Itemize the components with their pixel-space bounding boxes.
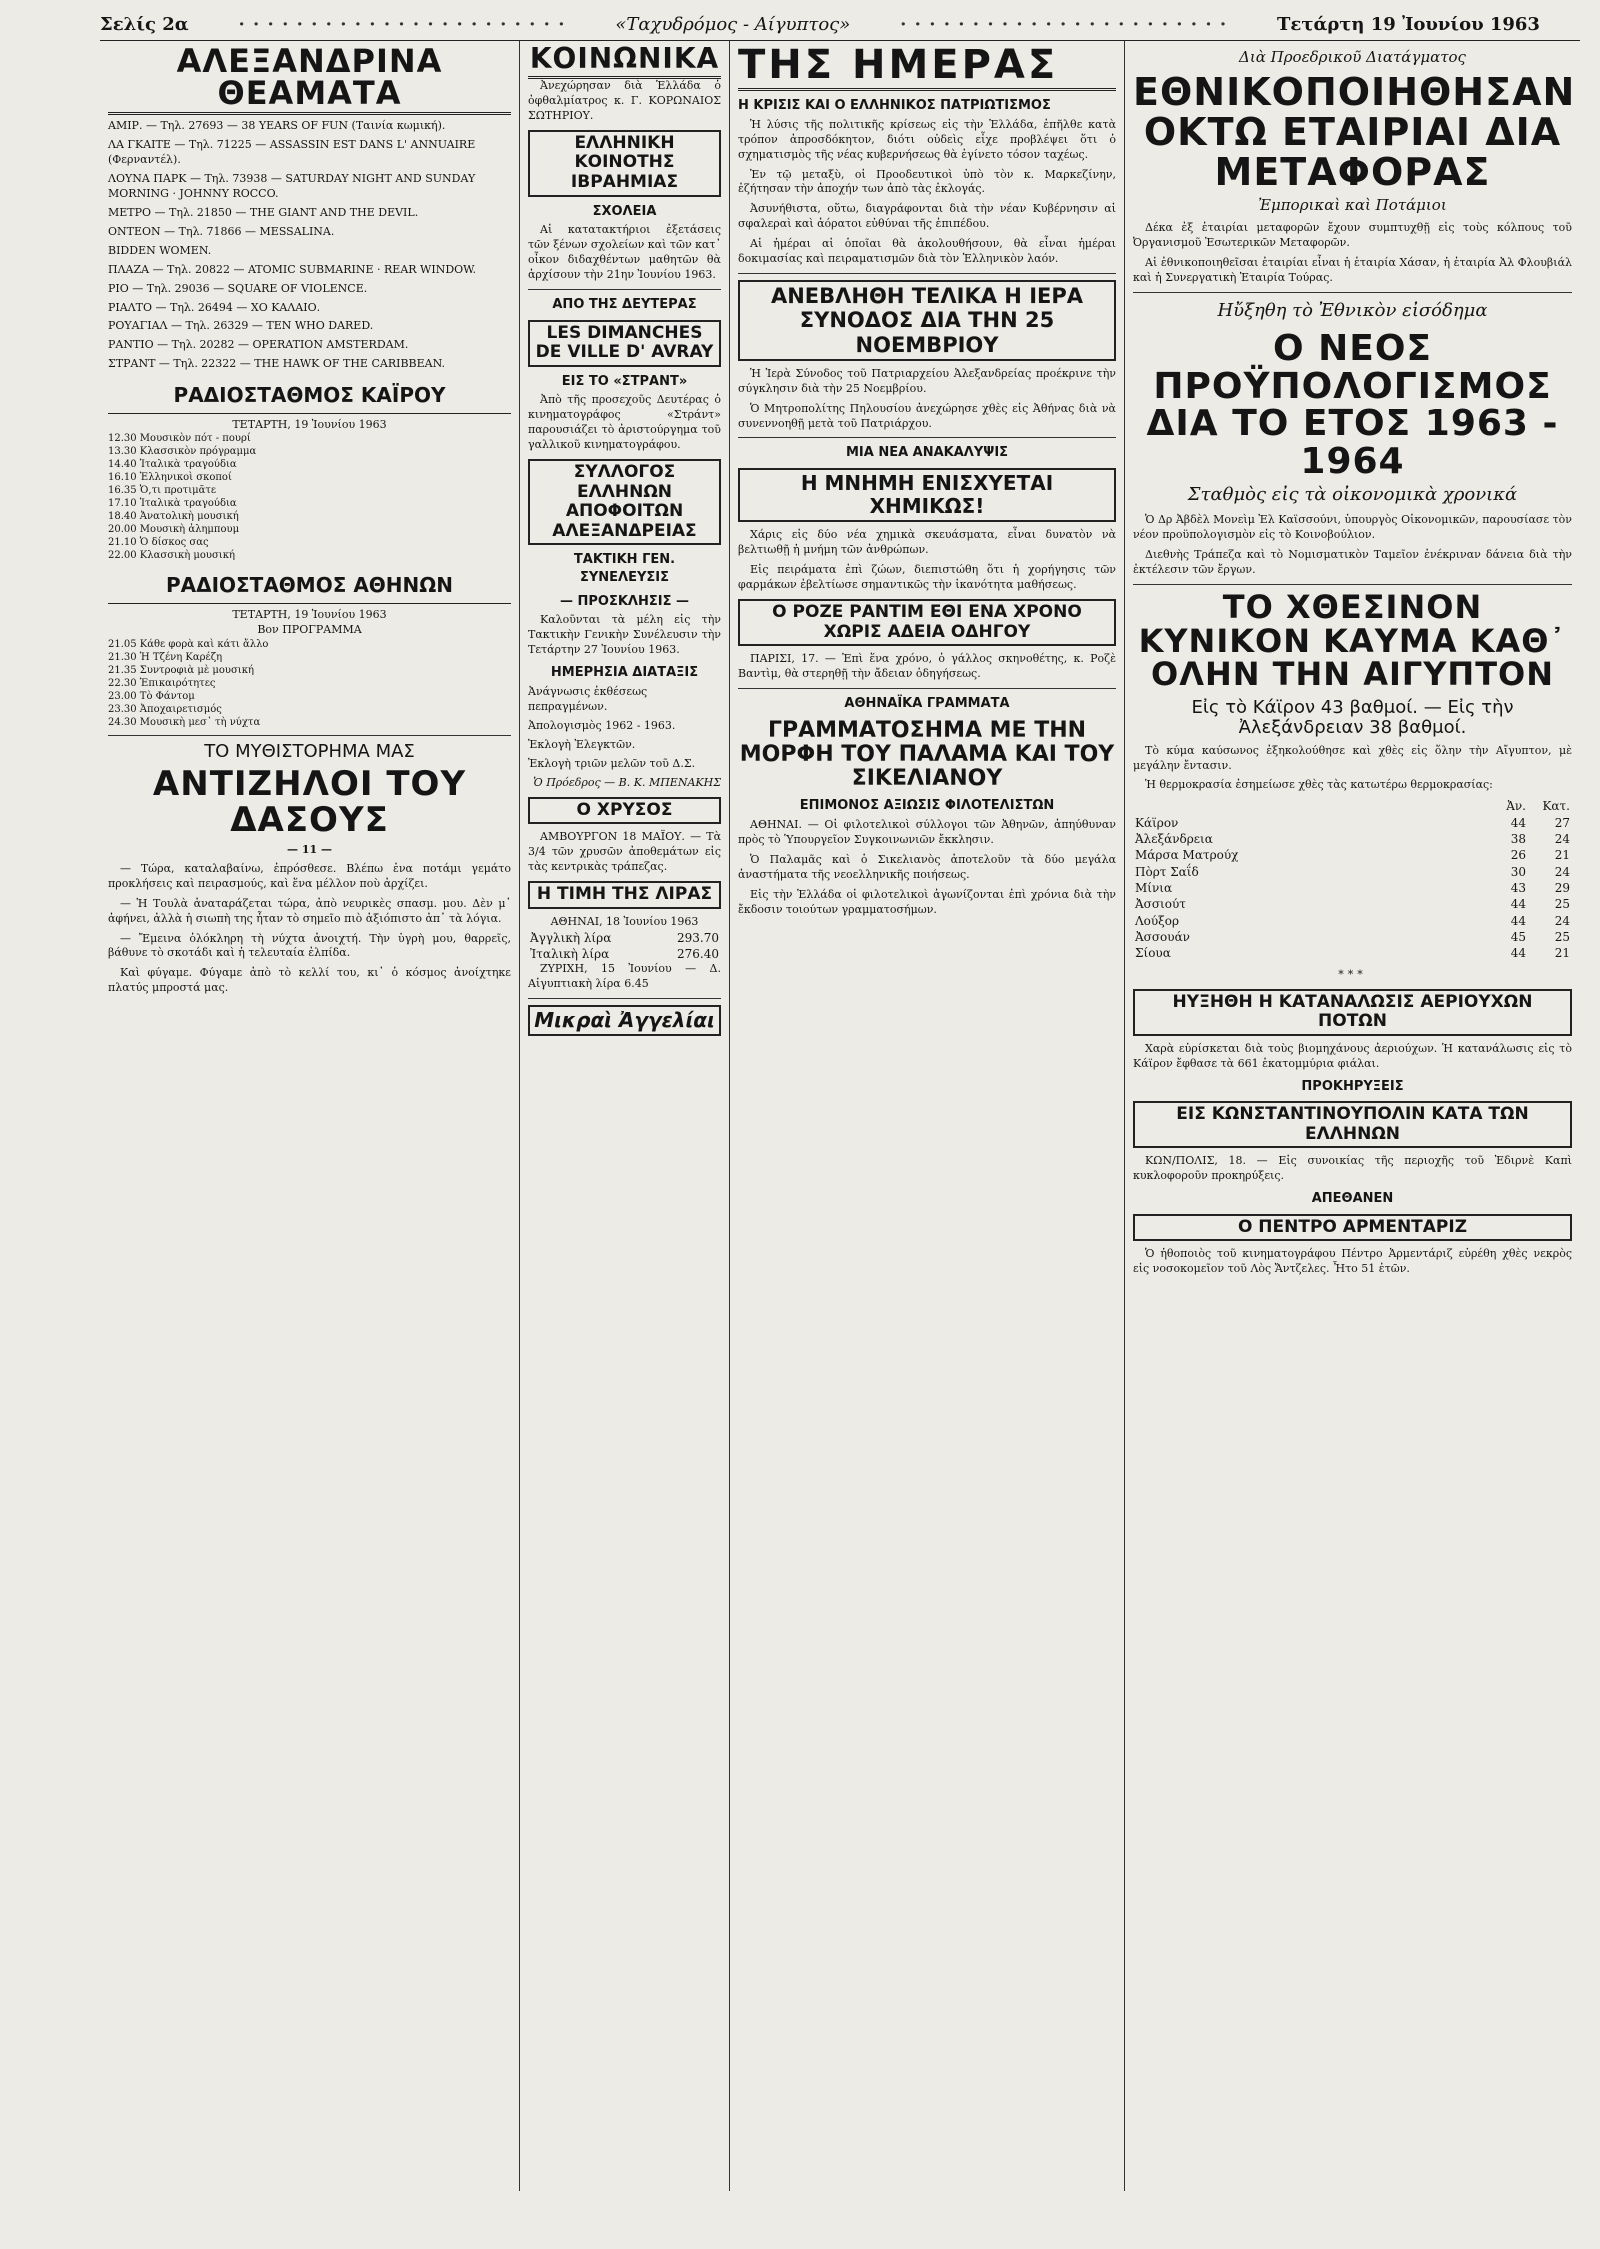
agenda-item: Ἀνάγνωσις ἐκθέσεως πεπραγμένων.: [528, 684, 648, 713]
memory-kicker: ΜΙΑ ΝΕΑ ΑΝΑΚΑΛΥΨΙΣ: [845, 445, 1009, 461]
memory-title: Η ΜΝΗΜΗ ΕΝΙΣΧΥΕΤΑΙ ΧΗΜΙΚΩΣ!: [738, 468, 1116, 522]
theater-item: ΟΝΤΕΟΝ — Τηλ. 71866 — MESSALINA.: [108, 224, 335, 238]
temperature-city: Λούξορ: [1135, 913, 1180, 928]
program-item: 16.35 Ὁ,τι προτιμᾶτε: [108, 485, 217, 497]
budget-title: Ο ΝΕΟΣ ΠΡΟΫΠΟΛΟΓΙΣΜΟΣ ΔΙΑ ΤΟ ΕΤΟΣ 1963 - 1964: [1146, 327, 1559, 483]
column-entertainment: [100, 41, 520, 2191]
leaflets-kicker: ΠΡΟΚΗΡΥΞΕΙΣ: [1301, 1078, 1404, 1094]
letters-subtitle: ΕΠΙΜΟΝΟΣ ΑΞΙΩΣΙΣ ΦΙΛΟΤΕΛΙΣΤΩΝ: [799, 798, 1055, 814]
heat-subtitle: Εἰς τὸ Κάϊρον 43 βαθμοί. — Εἰς τὴν Ἀλεξάνδρειαν 38 βαθμοί.: [1191, 696, 1514, 738]
divider: [1133, 584, 1572, 585]
association-title: ΣΥΛΛΟΓΟΣ ΕΛΛΗΝΩΝ ΑΠΟΦΟΙΤΩΝ ΑΛΕΞΑΝΔΡΕΙΑΣ: [528, 459, 721, 545]
divider: [738, 273, 1116, 274]
lira-text: ΖΥΡΙΧΗ, 15 Ἰουνίου — Δ. Αἰγυπτιακὴ λίρα 6.45: [528, 962, 721, 991]
temperature-max: 38: [1510, 832, 1526, 847]
program-item: 23.00 Τὸ Φάντομ: [108, 690, 195, 702]
temperature-min: 21: [1554, 848, 1570, 863]
film-kicker: ΑΠΟ ΤΗΣ ΔΕΥΤΕΡΑΣ: [552, 296, 697, 312]
program-item: 21.30 Ἡ Τζένη Καρέζη: [108, 651, 223, 663]
temperature-min: 24: [1554, 864, 1570, 879]
heat-text: Τὸ κύμα καύσωνος ἐξηκολούθησε καὶ χθὲς εἰς ὅλην τὴν Αἴγυπτον, μὲ μεγάλην ἔντασιν.: [1133, 743, 1572, 772]
temperature-city: Ἀσσιούτ: [1135, 897, 1186, 912]
temperature-row: [1133, 831, 1572, 847]
temperature-row: [1133, 880, 1572, 896]
memory-paragraph: Εἰς πειράματα ἐπὶ ζώων, διεπιστώθη ὅτι ἡ χορήγησις τῶν φαρμάκων ἐβελτίωσε σημαντικῶς τὴν ἱκανότητα μαθήσεως.: [738, 563, 1116, 592]
novel-paragraph: — Τώρα, καταλαβαίνω, ἐπρόσθεσε. Βλέπω ἐνα ποτάμι γεμάτο προκλήσεις καὶ πειρασμούς, καὶ ἕνα μέλλον ποὺ ἀρχίζει.: [108, 861, 511, 890]
theater-item: ΡΙΟ — Τηλ. 29036 — SQUARE OF VIOLENCE.: [108, 281, 368, 295]
column-day: [730, 41, 1125, 2191]
program-item: 24.30 Μουσικὴ μεσ᾽ τὴ νύχτα: [108, 716, 261, 728]
lira-title: Η ΤΙΜΗ ΤΗΣ ΛΙΡΑΣ: [528, 881, 721, 909]
theater-item: ΑΜΙΡ. — Τηλ. 27693 — 38 YEARS OF FUN (Ταινία κωμική).: [108, 119, 446, 132]
income-kicker: Ηὔξηθη τὸ Ἐθνικὸν εἰσόδημα: [1217, 300, 1488, 322]
lira-table: [528, 930, 721, 963]
lead-paragraph: Ἀσυνήθιστα, οὕτω, διαγράφονται διὰ τὴν νέαν Κυβέρνησιν αἱ σφαλεραὶ καὶ ἀόρατοι εὐθύναι τῆς ἐπιπέδου.: [738, 202, 1116, 231]
leaflets-text: ΚΩΝ/ΠΟΛΙΣ, 18. — Εἰς συνοικίας τῆς περιοχῆς τοῦ Ἐδιρνὲ Καπὶ κυκλοφοροῦν προκηρύξεις.: [1133, 1154, 1572, 1183]
synod-title: ΑΝΕΒΛΗΘΗ ΤΕΛΙΚΑ Η ΙΕΡΑ ΣΥΝΟΔΟΣ ΔΙΑ ΤΗΝ 25 ΝΟΕΜΒΡΙΟΥ: [738, 280, 1116, 360]
letters-kicker: ΑΘΗΝΑΪΚΑ ΓΡΑΜΜΑΤΑ: [844, 695, 1010, 711]
temperature-min: 25: [1554, 929, 1570, 944]
nationalization-paragraph: Αἱ ἐθνικοποιηθεῖσαι ἑταιρίαι εἶναι ἡ ἑταιρία Χάσαν, ἡ ἑταιρία Ἀλ Φλουβιάλ καὶ ἡ Συνεργατικὴ Ἑταιρία Τούρας.: [1133, 256, 1572, 285]
agenda-item: Ἐκλογὴ τριῶν μελῶν τοῦ Δ.Σ.: [528, 756, 696, 770]
temperature-max: 44: [1510, 913, 1526, 928]
radio-athens-subtitle: Βον ΠΡΟΓΡΑΜΜΑ: [257, 622, 362, 636]
film-text: Ἀπὸ τῆς προσεχοῦς Δευτέρας ὁ κινηματογράφος «Στράντ» παρουσιάζει τὸ ἀριστούργημα τοῦ γαλλικοῦ κινηματογράφου.: [528, 393, 721, 452]
radio-cairo-date: ΤΕΤΑΡΤΗ, 19 Ἰουνίου 1963: [232, 417, 387, 431]
small-ads-title: Μικραὶ Ἀγγελίαι: [528, 1005, 721, 1036]
temperature-max: 44: [1510, 815, 1526, 830]
novel-kicker: ΤΟ ΜΥΘΙΣΤΟΡΗΜΑ ΜΑΣ: [204, 740, 415, 762]
nationalization-subtitle: Ἐμπορικαὶ καὶ Ποτάμιοι: [1258, 196, 1447, 215]
theater-item: ΣΤΡΑΝΤ — Τηλ. 22322 — THE HAWK OF THE CARIBBEAN.: [108, 357, 446, 371]
temperature-max: 30: [1510, 864, 1526, 879]
divider: [738, 437, 1116, 438]
program-item: 22.00 Κλασσικὴ μουσική: [108, 550, 235, 562]
lira-row: [528, 946, 721, 962]
association-signature: Ὁ Πρόεδρος — Β. Κ. ΜΠΕΝΑΚΗΣ: [533, 775, 721, 789]
temperature-city: Κάϊρον: [1135, 815, 1179, 830]
radio-cairo-program: [108, 432, 511, 562]
divider: [528, 998, 721, 999]
header-dots-left: · · · · · · · · · · · · · · · · · · · · · · ·: [238, 14, 566, 35]
radio-athens-title: ΡΑΔΙΟΣΤΑΘΜΟΣ ΑΘΗΝΩΝ: [108, 572, 511, 603]
radio-athens-date: ΤΕΤΑΡΤΗ, 19 Ἰουνίου 1963: [232, 607, 387, 621]
lira-value: 293.70: [677, 930, 719, 945]
gold-text: ΑΜΒΟΥΡΓΟΝ 18 ΜΑΪΟΥ. — Τὰ 3/4 τῶν χρυσῶν ἀποθεμάτων εἰς τὰς κεντρικὰς τράπεζας.: [528, 830, 721, 874]
letters-title: ΓΡΑΜΜΑΤΟΣΗΜΑ ΜΕ ΤΗΝ ΜΟΡΦΗ ΤΟΥ ΠΑΛΑΜΑ ΚΑΙ ΤΟΥ ΣΙΚΕΛΙΑΝΟΥ: [739, 717, 1115, 792]
theater-list: [108, 119, 511, 372]
temperature-row: [1133, 847, 1572, 863]
header-dots-right: · · · · · · · · · · · · · · · · · · · · · · ·: [900, 14, 1228, 35]
heat-title: ΤΟ ΧΘΕΣΙΝΟΝ ΚΥΝΙΚΟΝ ΚΑΥΜΑ ΚΑΘ᾽ ΟΛΗΝ ΤΗΝ ΑΙΓΥΠΤΟΝ: [1138, 588, 1567, 694]
columns: [100, 41, 1580, 2191]
lead-paragraph: Ἡ λύσις τῆς πολιτικῆς κρίσεως εἰς τὴν Ἑλλάδα, ἐπῆλθε κατὰ τρόπον ἀπροσδόκητον, διότι οὐδεὶς εἶχε προβλέψει ὅτι ὁ σχηματισμὸς τῆς νέας κυβερνήσεως θὰ ἐγίνετο τόσον ταχέως.: [738, 117, 1116, 161]
death-title: Ο ΠΕΝΤΡΟ ΑΡΜΕΝΤΑΡΙΖ: [1133, 1214, 1572, 1242]
temperature-row: [1133, 929, 1572, 945]
agenda-item: Ἐκλογὴ Ἐλεγκτῶν.: [528, 737, 636, 751]
association-notice: — ΠΡΟΣΚΛΗΣΙΣ —: [559, 593, 689, 609]
temperature-caption: Ἡ θερμοκρασία ἐσημείωσε χθὲς τὰς κατωτέρω θερμοκρασίας:: [1145, 778, 1493, 792]
temperature-max: 44: [1510, 897, 1526, 912]
section-stars: ***: [1338, 967, 1367, 981]
day-title: ΤΗΣ ΗΜΕΡΑΣ: [738, 45, 1116, 91]
film-title: LES DIMANCHES DE VILLE D' AVRAY: [528, 320, 721, 367]
association-text: Καλοῦνται τὰ μέλη εἰς τὴν Τακτικὴν Γενικὴν Συνέλευσιν τὴν Τετάρτην 27 Ἰουνίου 1963.: [528, 613, 721, 657]
temperature-city: Ἀλεξάνδρεια: [1135, 832, 1213, 847]
temperature-city: Σίουα: [1135, 946, 1171, 961]
running-header: [100, 6, 1580, 41]
theaters-title: ΑΛΕΞΑΝΔΡΙΝΑ ΘΕΑΜΑΤΑ: [108, 45, 511, 115]
column-economy: [1125, 41, 1580, 2191]
temperature-min: 27: [1554, 815, 1570, 830]
roze-text: ΠΑΡΙΣΙ, 17. — Ἐπὶ ἕνα χρόνο, ὁ γάλλος σκηνοθέτης, κ. Ροζὲ Βαντὶμ, θὰ στερηθῇ τὴν ἄδειαν ὁδηγήσεως.: [738, 652, 1116, 681]
social-title: ΚΟΙΝΩΝΙΚΑ: [528, 45, 721, 79]
memory-paragraph: Χάρις εἰς δύο νέα χημικὰ σκευάσματα, εἶναι δυνατὸν νὰ βελτιωθῇ ἡ μνήμη τῶν ἀνθρώπων.: [738, 528, 1116, 557]
temperature-max: 44: [1510, 946, 1526, 961]
paper-name: «Ταχυδρόμος - Αίγυπτος»: [615, 14, 851, 35]
divider: [108, 735, 511, 736]
novel-title: ΑΝΤΙΖΗΛΟΙ ΤΟΥ ΔΑΣΟΥΣ: [152, 764, 467, 841]
theater-item: ΠΛΑΖΑ — Τηλ. 20822 — ATOMIC SUBMARINE · REAR WINDOW.: [108, 262, 477, 276]
lira-label: Ἰταλικὴ λίρα: [530, 946, 610, 961]
column-social: [520, 41, 730, 2191]
nationalization-kicker: Διὰ Προεδρικοῦ Διατάγματος: [1239, 48, 1466, 66]
radio-cairo-title: ΡΑΔΙΟΣΤΑΘΜΟΣ ΚΑΪΡΟΥ: [108, 382, 511, 413]
temperature-col-min: Κατ.: [1542, 799, 1570, 814]
theater-item: ΛΟΥΝΑ ΠΑΡΚ — Τηλ. 73938 — SATURDAY NIGHT AND SUNDAY MORNING · JOHNNY ROCCO.: [108, 171, 476, 200]
leaflets-title: ΕΙΣ ΚΩΝΣΤΑΝΤΙΝΟΥΠΟΛΙΝ ΚΑΤΑ ΤΩΝ ΕΛΛΗΝΩΝ: [1133, 1101, 1572, 1148]
lira-value: 276.40: [677, 946, 719, 961]
death-text: Ὁ ἠθοποιὸς τοῦ κινηματογράφου Πέντρο Ἀρμεντάριζ εὑρέθη χθὲς νεκρὸς εἰς νοσοκομεῖον τοῦ Λὸς Ἄντζελες. Ἦτο 51 ἐτῶν.: [1133, 1247, 1572, 1276]
lira-row: [528, 930, 721, 946]
theater-item: ΡΟΥΑΓΙΑΛ — Τηλ. 26329 — TEN WHO DARED.: [108, 319, 374, 333]
letters-paragraph: Ὁ Παλαμᾶς καὶ ὁ Σικελιανὸς ἀποτελοῦν τὰ δύο μεγάλα ἀναστήματα τῆς νεοελληνικῆς ποιήσεως.: [738, 852, 1116, 881]
program-item: 20.00 Μουσικὴ ἀλημπουμ: [108, 524, 240, 536]
budget-paragraph: Διεθνὴς Τράπεζα καὶ τὸ Νομισματικὸν Ταμεῖον ἐνέκριναν δάνεια διὰ τὴν ἐκτέλεσιν τῶν ἔργων.: [1133, 548, 1572, 577]
lira-label: Ἀγγλικὴ λίρα: [530, 930, 612, 945]
page-number: Σελίς 2α: [100, 14, 189, 35]
budget-subtitle: Σταθμὸς εἰς τὰ οἰκονομικὰ χρονικά: [1187, 483, 1518, 505]
program-item: 12.30 Μουσικὸν πότ - πουρί: [108, 433, 251, 445]
issue-date: Τετάρτη 19 Ἰουνίου 1963: [1277, 14, 1540, 35]
novel-paragraph: — Ἡ Τουλὰ ἀναταράζεται τώρα, ἀπὸ νευρικὲς σπασμ. μου. Δὲν μ᾽ ἀφήνει, ἀλλὰ ἡ σιωπὴ της ἦταν τὸ σημεῖο πιὸ ἀξιόπιστο ἀπ᾽ τὰ λόγια.: [108, 896, 511, 925]
school-text: Αἱ κατατακτήριοι ἐξετάσεις τῶν ξένων σχολείων καὶ τῶν κατ᾽ οἶκον διδαχθέντων μαθητῶν θὰ ἀρχίσουν τὴν 21ην Ἰουνίου 1963.: [528, 223, 722, 282]
agenda-item: Ἀπολογισμὸς 1962 - 1963.: [528, 718, 676, 732]
temperature-min: 24: [1554, 913, 1570, 928]
temperature-city: Πὸρτ Σαΐδ: [1135, 864, 1199, 879]
lead-paragraph: Αἱ ἡμέραι αἱ ὁποῖαι θὰ ἀκολουθήσουν, θὰ εἶναι ἡμέραι δοκιμασίας καὶ πειραματισμῶν διὰ τὸν Ἑλληνικὸν λαόν.: [738, 237, 1116, 266]
school-subtitle: ΣΧΟΛΕΙΑ: [592, 203, 657, 219]
temperature-row: [1133, 913, 1572, 929]
program-item: 21.35 Συντροφιὰ μὲ μουσική: [108, 664, 254, 676]
program-item: 23.30 Ἀποχαιρετισμός: [108, 703, 222, 715]
temperature-row: [1133, 945, 1572, 961]
theater-item: ΜΕΤΡΟ — Τηλ. 21850 — THE GIANT AND THE DEVIL.: [108, 205, 419, 219]
temperature-header: [1133, 798, 1572, 814]
temperature-table: [1133, 798, 1572, 961]
synod-paragraph: Ἡ Ἱερὰ Σύνοδος τοῦ Πατριαρχείου Ἀλεξανδρείας προέκρινε τὴν σύγκλησιν διὰ τὴν 25 Νοεμβρίου.: [738, 366, 1116, 395]
divider: [1133, 292, 1572, 293]
divider: [528, 289, 721, 290]
association-subtitle: ΤΑΚΤΙΚΗ ΓΕΝ. ΣΥΝΕΛΕΥΣΙΣ: [573, 552, 676, 586]
social-text: Ἀνεχώρησαν διὰ Ἑλλάδα ὁ ὀφθαλμίατρος κ. Γ. ΚΟΡΩΝΑΙΟΣ ΣΩΤΗΡΙΟΥ.: [528, 79, 721, 122]
theater-item: BIDDEN WOMEN.: [108, 243, 212, 257]
theater-item: ΛΑ ΓΚΑΙΤΕ — Τηλ. 71225 — ASSASSIN EST DANS L' ANNUAIRE (Φερναντέλ).: [108, 137, 476, 166]
drinks-title: ΗΥΞΗΘΗ Η ΚΑΤΑΝΑΛΩΣΙΣ ΑΕΡΙΟΥΧΩΝ ΠΟΤΩΝ: [1133, 989, 1572, 1036]
temperature-max: 45: [1510, 929, 1526, 944]
nationalization-paragraph: Δέκα ἐξ ἑταιρίαι μεταφορῶν ἔχουν συμπτυχθῇ εἰς τοὺς κόλπους τοῦ Ὀργανισμοῦ Ἐσωτερικῶν Μεταφορῶν.: [1133, 221, 1572, 250]
temperature-col-max: Ἀν.: [1506, 799, 1526, 814]
program-item: 21.10 Ὁ δίσκος σας: [108, 537, 209, 549]
temperature-row: [1133, 815, 1572, 831]
temperature-row: [1133, 864, 1572, 880]
novel-part: — 11 —: [287, 842, 332, 856]
temperature-min: 29: [1554, 881, 1570, 895]
temperature-min: 21: [1554, 946, 1570, 961]
temperature-max: 43: [1510, 881, 1526, 895]
nationalization-title: ΕΘΝΙΚΟΠΟΙΗΘΗΣΑΝ ΟΚΤΩ ΕΤΑΙΡΙΑΙ ΔΙΑ ΜΕΤΑΦΟΡΑΣ: [1133, 70, 1576, 195]
program-item: 22.30 Ἐπικαιρότητες: [108, 677, 216, 689]
temperature-city: Μίνια: [1135, 881, 1173, 895]
temperature-city: Ἀσσουάν: [1135, 929, 1190, 944]
program-item: 14.40 Ἰταλικὰ τραγούδια: [108, 459, 237, 471]
agenda-list: [528, 685, 721, 772]
film-venue: ΕΙΣ ΤΟ «ΣΤΡΑΝΤ»: [561, 373, 688, 389]
program-item: 17.10 Ἰταλικὰ τραγούδια: [108, 498, 237, 510]
program-item: 13.30 Κλασσικὸν πρόγραμμα: [108, 446, 257, 458]
agenda-title: ΗΜΕΡΗΣΙΑ ΔΙΑΤΑΞΙΣ: [550, 665, 699, 681]
novel-paragraph: — Ἔμεινα ὁλόκληρη τὴ νύχτα ἀνοιχτή. Τὴν ὑγρὴ μου, θαρρεῖς, βάθυνε τὸ σκοτάδι καὶ ἡ τελευταία ἐλπίδα.: [108, 931, 511, 960]
lira-place: ΑΘΗΝΑΙ, 18 Ἰουνίου 1963: [550, 914, 699, 928]
death-kicker: ΑΠΕΘΑΝΕΝ: [1311, 1191, 1394, 1207]
temperature-row: [1133, 896, 1572, 912]
letters-paragraph: ΑΘΗΝΑΙ. — Οἱ φιλοτελικοὶ σύλλογοι τῶν Ἀθηνῶν, ἀπηύθυναν πρὸς τὸ Ὑπουργεῖον Συγκοινωνιῶν ἔκκλησιν.: [738, 817, 1116, 846]
theater-item: ΡΑΝΤΙΟ — Τηλ. 20282 — OPERATION AMSTERDAM.: [108, 338, 409, 352]
novel-paragraph: Καὶ φύγαμε. Φύγαμε ἀπὸ τὸ κελλί του, κι᾽ ὁ κόσμος ἀνοίχτηκε πλατύς μπροστά μας.: [108, 966, 511, 995]
program-item: 18.40 Ἀνατολικὴ μουσική: [108, 511, 239, 523]
letters-paragraph: Εἰς τὴν Ἑλλάδα οἱ φιλοτελικοὶ ἀγωνίζονται ἐπὶ χρόνια διὰ τὴν ἔκδοσιν τοιούτων γραμματοσήμων.: [738, 887, 1116, 916]
temperature-max: 26: [1510, 848, 1526, 863]
program-item: 21.05 Κάθε φορὰ καὶ κάτι ἄλλο: [108, 638, 269, 650]
synod-paragraph: Ὁ Μητροπολίτης Πηλουσίου ἀνεχώρησε χθὲς εἰς Ἀθήνας διὰ νὰ συνεννοηθῇ μετὰ τοῦ Πατριάρχου.: [738, 401, 1116, 430]
radio-athens-program: [108, 638, 511, 729]
school-title: ΕΛΛΗΝΙΚΗ ΚΟΙΝΟΤΗΣ ΙΒΡΑΗΜΙΑΣ: [528, 130, 721, 197]
drinks-text: Χαρὰ εὑρίσκεται διὰ τοὺς βιομηχάνους ἀεριούχων. Ἡ κατανάλωσις εἰς τὸ Κάϊρον ἔφθασε τὰ 661 ἑκατομμύρια φιάλαι.: [1133, 1041, 1572, 1070]
divider: [738, 688, 1116, 689]
lead-paragraph: Ἐν τῷ μεταξὺ, οἱ Προοδευτικοὶ ὑπὸ τὸν κ. Μαρκεζίνην, ἐζήτησαν τὴν ἀποχήν των ἀπὸ τὰς ἐκλογάς.: [738, 167, 1116, 196]
gold-title: Ο ΧΡΥΣΟΣ: [528, 797, 721, 825]
temperature-city: Μάρσα Ματρούχ: [1135, 848, 1239, 863]
budget-paragraph: Ὁ Δρ Ἀβδὲλ Μονεὶμ Ἐλ Καϊσσούνι, ὑπουργὸς Οἰκονομικῶν, παρουσίασε τὸν νέον προϋπολογισμὸν εἰς τὸ Κοινοβούλιον.: [1133, 513, 1572, 542]
temperature-min: 25: [1554, 897, 1570, 912]
lead-headline: Η ΚΡΙΣΙΣ ΚΑΙ Ο ΕΛΛΗΝΙΚΟΣ ΠΑΤΡΙΩΤΙΣΜΟΣ: [738, 98, 1051, 113]
program-item: 16.10 Ἑλληνικοὶ σκοποί: [108, 472, 232, 484]
roze-title: Ο ΡΟΖΕ ΡΑΝΤΙΜ ΕΘΙ ΕΝΑ ΧΡΟΝΟ ΧΩΡΙΣ ΑΔΕΙΑ ΟΔΗΓΟΥ: [738, 599, 1116, 646]
theater-item: ΡΙΑΛΤΟ — Τηλ. 26494 — ΧΟ ΚΑΛΑΙΟ.: [108, 300, 321, 314]
temperature-min: 24: [1554, 832, 1570, 847]
